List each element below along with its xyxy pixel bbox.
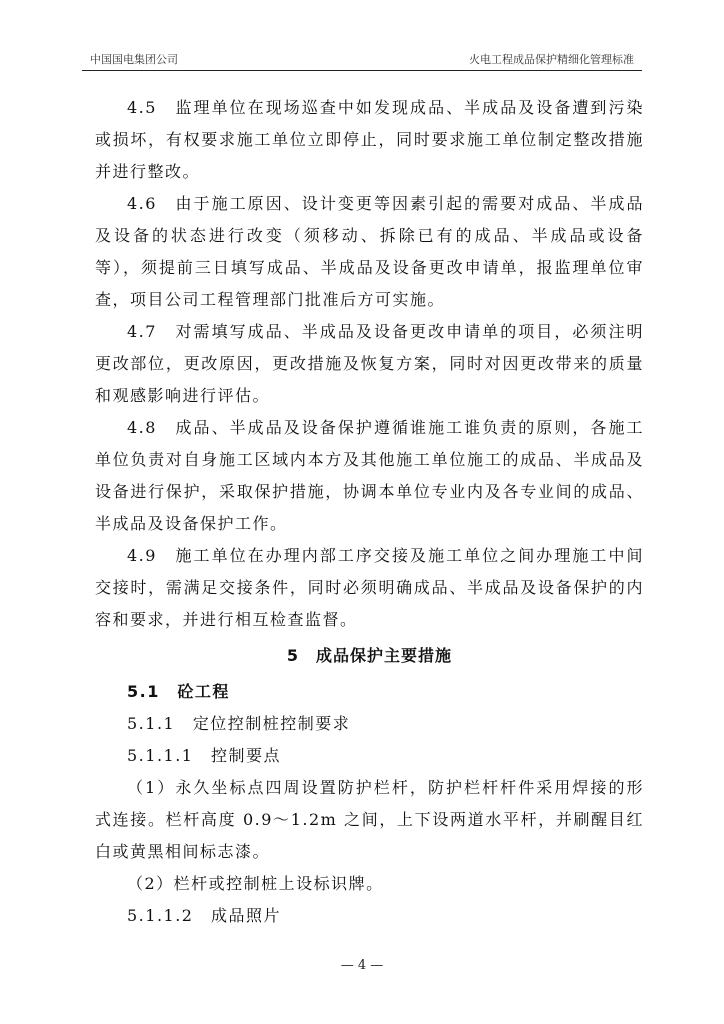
control-point-item-2: （2）栏杆或控制桩上设标识牌。 xyxy=(127,874,384,893)
section-5-1-1-title: 5.1.1 定位控制桩控制要求 xyxy=(127,714,351,733)
page-body xyxy=(95,92,644,932)
section-5-1-1-1-title: 5.1.1.1 控制要点 xyxy=(127,746,281,765)
header-company: 中国国电集团公司 xyxy=(90,53,178,66)
page-number: — 4 — xyxy=(340,958,384,973)
clause-4-6: 4.6 由于施工原因、设计变更等因素引起的需要对成品、半成品及设备的状态进行改变（须移动、拆除已有的成品、半成品或设备等），须提前三日填写成品、半成品及设备更改申请单，报监理单位审查，项目公司工程管理部门批准后方可实施。 xyxy=(95,194,644,309)
control-point-item-1: （1）永久坐标点四周设置防护栏杆，防护栏杆杆件采用焊接的形式连接。栏杆高度 0.9～1.2m 之间，上下设两道水平杆，并刷醒目红白或黄黑相间标志漆。 xyxy=(95,778,644,861)
clause-4-7: 4.7 对需填写成品、半成品及设备更改申请单的项目，必须注明更改部位，更改原因，更改措施及恢复方案，同时对因更改带来的质量和观感影响进行评估。 xyxy=(95,322,644,405)
clause-4-5: 4.5 监理单位在现场巡查中如发现成品、半成品及设备遭到污染或损坏，有权要求施工单位立即停止，同时要求施工单位制定整改措施并进行整改。 xyxy=(95,98,644,181)
section-5-title: 5 成品保护主要措施 xyxy=(286,646,453,665)
clause-4-8: 4.8 成品、半成品及设备保护遵循谁施工谁负责的原则，各施工单位负责对自身施工区域内本方及其他施工单位施工的成品、半成品及设备进行保护，采取保护措施，协调本单位专业内及各专业间的成品、半成品及设备保护工作。 xyxy=(95,418,644,533)
section-5-1-1-2-title: 5.1.1.2 成品照片 xyxy=(127,906,281,925)
page-header xyxy=(82,48,642,71)
section-5-1-title: 5.1 砼工程 xyxy=(127,682,230,701)
header-doc-title: 火电工程成品保护精细化管理标准 xyxy=(469,53,634,66)
clause-4-9: 4.9 施工单位在办理内部工序交接及施工单位之间办理施工中间交接时，需满足交接条件，同时必须明确成品、半成品及设备保护的内容和要求，并进行相互检查监督。 xyxy=(95,546,644,629)
